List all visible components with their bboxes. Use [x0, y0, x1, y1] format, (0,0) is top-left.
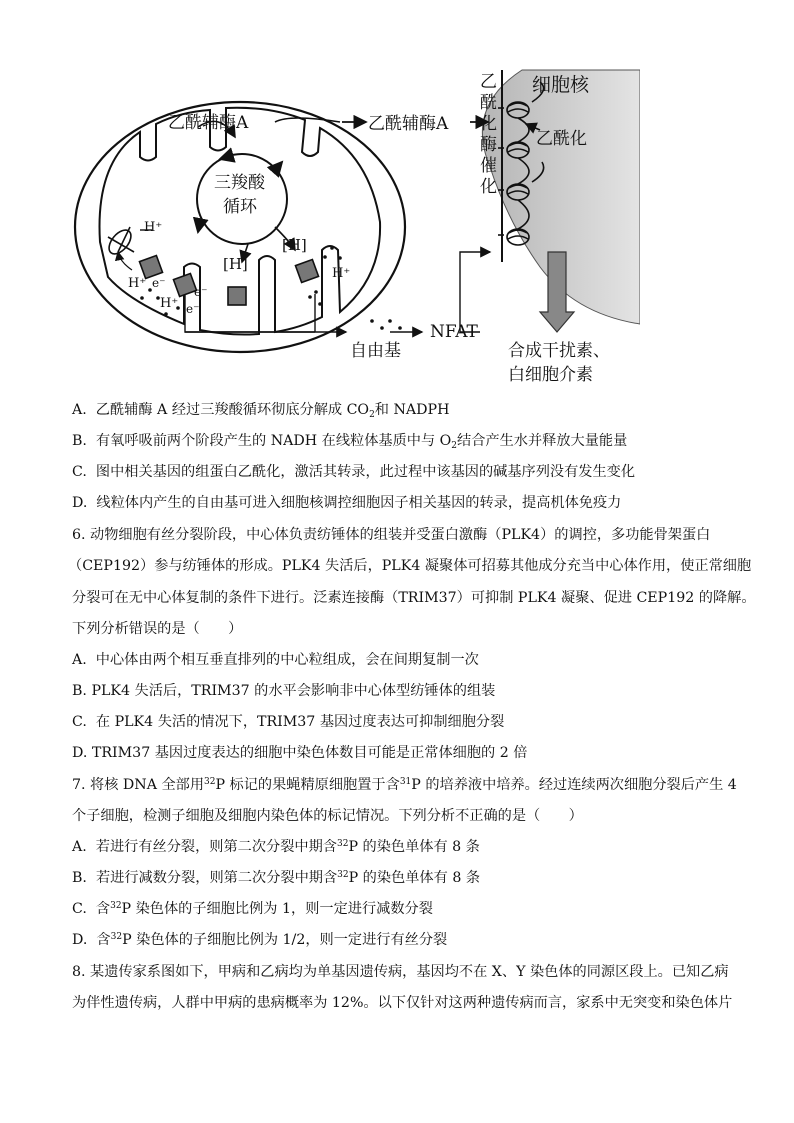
tca-label-line1: 三羧酸 — [214, 173, 265, 193]
stem-text: P 的培养液中培养。经过连续两次细胞分裂后产生 4 — [411, 777, 737, 793]
option-text: PLK4 失活后，TRIM37 的水平会影响非中心体型纺锤体的组装 — [91, 683, 496, 699]
nfat-label: NFAT — [430, 322, 478, 342]
enzyme-char-3: 酶 — [480, 135, 497, 155]
mitochondria-outer-membrane — [75, 102, 405, 352]
option-text: 有氧呼吸前两个阶段产生的 NADH 在线粒体基质中与 O — [95, 433, 452, 449]
superscript: 31 — [399, 777, 412, 787]
option-label: C. — [72, 714, 87, 730]
option-text: 图中相关基因的组蛋白乙酰化，激活其转录，此过程中该基因的碱基序列没有发生变化 — [95, 464, 636, 480]
option-label: A. — [72, 652, 87, 668]
superscript: 32 — [110, 932, 123, 942]
option-label: C. — [72, 464, 87, 480]
option-text-tail: P 染色体的子细胞比例为 1/2，则一定进行有丝分裂 — [122, 932, 448, 948]
electron-label-3: e⁻ — [186, 302, 200, 316]
synthesis-label-line1: 合成干扰素、 — [508, 341, 610, 361]
free-radical-label: 自由基 — [350, 341, 401, 361]
mitochondria-nucleus-diagram — [70, 62, 640, 392]
option-text: 乙酰辅酶 A 经过三羧酸循环彻底分解成 CO — [95, 402, 370, 418]
option-text-tail: 和 NADPH — [374, 402, 450, 418]
option-text: 含 — [96, 932, 111, 948]
h-bracket-left: [H] — [223, 255, 248, 273]
option-label: D. — [72, 932, 88, 948]
enzyme-char-5: 化 — [480, 177, 497, 197]
subscript: 2 — [451, 441, 458, 451]
enzyme-char-0: 乙 — [480, 72, 497, 92]
acetylation-label: 乙酰化 — [536, 129, 587, 149]
option-text: TRIM37 基因过度表达的细胞中染色体数目可能是正常体细胞的 2 倍 — [91, 745, 528, 761]
acetyl-coa-left: 乙酰辅酶A — [168, 113, 249, 133]
q6-option-b — [72, 682, 495, 700]
q7-option-a — [72, 838, 480, 856]
h-plus-bottom: H⁺ — [160, 296, 179, 311]
option-label: D. — [72, 495, 88, 511]
electron-label-1: e⁻ — [152, 276, 166, 290]
q5-option-a — [72, 401, 449, 419]
q7-option-b — [72, 869, 480, 887]
q6-option-d — [72, 744, 527, 762]
electron-label-2: e⁻ — [194, 285, 208, 299]
h-plus-top: H⁺ — [144, 220, 163, 235]
option-text: 若进行减数分裂，则第二次分裂中期含 — [95, 870, 338, 886]
q8-stem-line-1: 8. 某遗传家系图如下，甲病和乙病均为单基因遗传病，基因均不在 X、Y 染色体的同源区段上。已知乙病 — [72, 964, 729, 980]
q6-stem-line-2: （CEP192）参与纺锤体的形成。PLK4 失活后，PLK4 凝聚体可招募其他成分充当中心体作用，使正常细胞 — [68, 558, 752, 574]
synthesis-label-line2: 白细胞介素 — [508, 365, 593, 385]
q5-option-b — [72, 432, 627, 450]
subscript: 2 — [369, 410, 375, 420]
q7-option-d — [72, 931, 447, 949]
stem-text: P 标记的果蝇精原细胞置于含 — [215, 777, 400, 793]
superscript: 32 — [337, 839, 349, 849]
option-text: 线粒体内产生的自由基可进入细胞核调控细胞因子相关基因的转录，提高机体免疫力 — [96, 495, 622, 511]
acetyl-coa-right: 乙酰辅酶A — [368, 114, 449, 134]
option-label: B. — [72, 433, 87, 449]
option-label: B. — [72, 683, 87, 699]
acetylation-enzyme-label — [480, 72, 500, 198]
q6-option-c — [72, 713, 504, 731]
q6-stem-line-4: 下列分析错误的是（ ） — [72, 621, 243, 637]
h-bracket-right: [H] — [282, 236, 307, 254]
option-label: A. — [72, 839, 87, 855]
h-plus-left: H⁺ — [128, 276, 147, 291]
q6-option-a — [72, 651, 479, 669]
q7-option-c — [72, 900, 433, 918]
q6-stem-line-3: 分裂可在无中心体复制的条件下进行。泛素连接酶（TRIM37）可抑制 PLK4 凝聚、促进 CEP192 的降解。 — [72, 590, 756, 606]
superscript: 32 — [337, 870, 349, 880]
q8-stem-line-2: 为伴性遗传病，人群中甲病的患病概率为 12%。以下仅针对这两种遗传病而言，家系中无突变和染色体片 — [72, 995, 733, 1011]
option-text-tail: P 的染色单体有 8 条 — [348, 839, 480, 855]
option-text-tail: 结合产生水并释放大量能量 — [457, 433, 628, 449]
option-text: 若进行有丝分裂，则第二次分裂中期含 — [95, 839, 337, 855]
superscript: 32 — [110, 901, 122, 911]
option-text-tail: P 染色体的子细胞比例为 1，则一定进行减数分裂 — [121, 901, 433, 917]
h-plus-right: H⁺ — [332, 266, 351, 281]
option-label: B. — [72, 870, 87, 886]
option-label: D. — [72, 745, 88, 761]
option-text: 含 — [95, 901, 111, 917]
enzyme-char-1: 酰 — [480, 93, 497, 113]
option-text: 在 PLK4 失活的情况下，TRIM37 基因过度表达可抑制细胞分裂 — [95, 714, 505, 730]
tca-label-line2: 循环 — [223, 197, 257, 217]
enzyme-char-4: 催 — [480, 156, 497, 176]
stem-text: 7. 将核 DNA 全部用 — [72, 777, 205, 793]
q6-stem-line-1: 6. 动物细胞有丝分裂阶段，中心体负责纺锤体的组装并受蛋白激酶（PLK4）的调控，多功能骨架蛋白 — [72, 527, 711, 543]
option-text-tail: P 的染色单体有 8 条 — [348, 870, 481, 886]
superscript: 32 — [204, 777, 216, 787]
q7-stem-line-1 — [72, 776, 737, 794]
option-label: C. — [72, 901, 87, 917]
enzyme-char-2: 化 — [480, 114, 497, 134]
nucleus-label: 细胞核 — [532, 74, 590, 96]
q5-option-c — [72, 463, 635, 481]
option-label: A. — [72, 402, 87, 418]
option-text: 中心体由两个相互垂直排列的中心粒组成，会在间期复制一次 — [95, 652, 479, 668]
q5-option-d — [72, 494, 621, 512]
q7-stem-line-2: 个子细胞，检测子细胞及细胞内染色体的标记情况。下列分析不正确的是（ ） — [72, 808, 583, 824]
